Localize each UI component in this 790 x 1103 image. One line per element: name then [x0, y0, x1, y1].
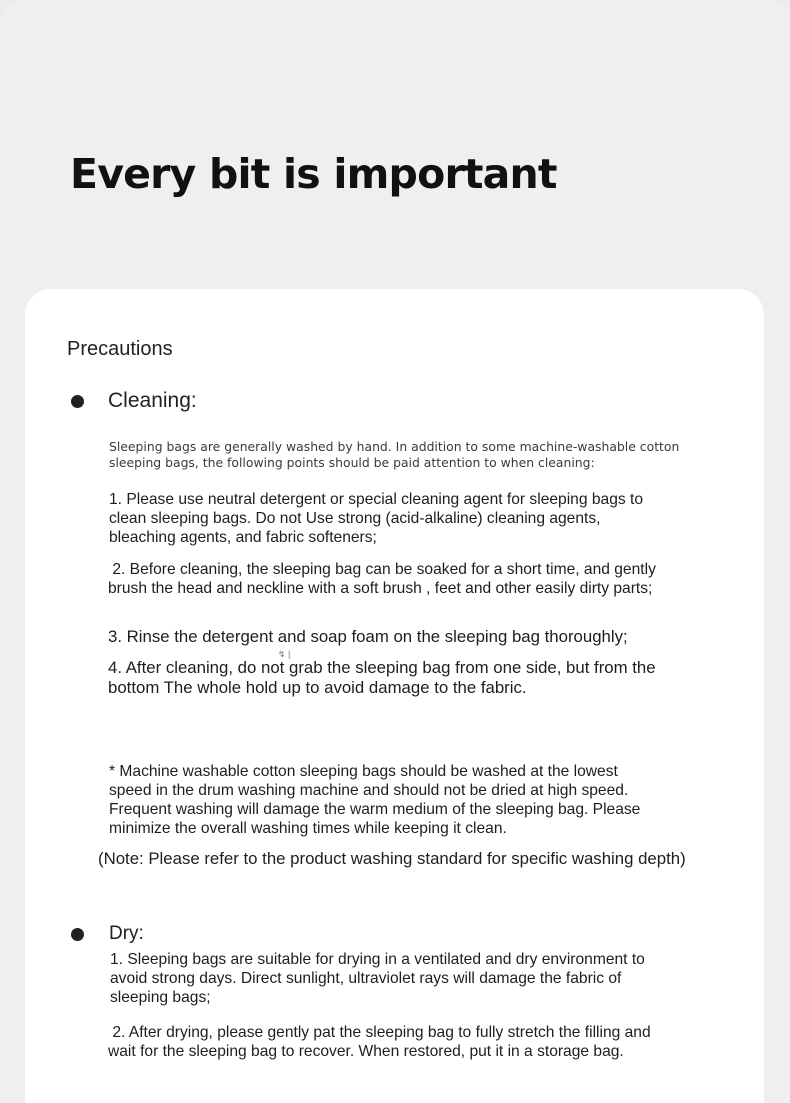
precautions-card: Precautions Cleaning: Sleeping bags are generally washed by hand. In addition to some machine-washable cotton sleeping bags, the following points should be paid attention to when cleaning: 1. Please use neutral detergent or special cleaning agent for sleeping bags to clean sleeping bags. Do not Use strong (acid-alkaline) cleaning agents, bleaching agents, and fabric softeners; 2. Before cleaning, the sleeping bag can be soaked for a short time, and gently brush the head and neckline with a soft brush , feet and other easily dirty parts; 3. Rinse the detergent and soap foam on the sleeping bag thoroughly; ↯ | 4. After cleaning, do not grab the sleeping bag from one side, but from the bottom The whole hold up to avoid damage to the fabric. * Machine washable cotton sleeping bags should be washed at the lowest speed in the drum washing machine and should not be dried at high speed. Frequent washing will damage the warm medium of the sleeping bag. Please minimize the overall washing times while keeping it clean. (Note: Please refer to the product washing standard for specific washing depth) Dry: 1. Sleeping bags are suitable for drying in a ventilated and dry environment to avoid strong days. Direct sunlight, ultraviolet rays will damage the fabric of sleeping bags; 2. After drying, please gently pat the sleeping bag to fully stretch the filling and wait for the sleeping bag to recover. When restored, put it in a storage bag. [25, 289, 764, 1103]
precautions-title: Precautions [67, 338, 173, 360]
page-headline: Every bit is important [70, 150, 557, 198]
scan-mark-icon: ↯ | [278, 649, 291, 659]
washing-standard-note: (Note: Please refer to the product washing standard for specific washing depth) [98, 849, 686, 868]
bullet-dot-icon [71, 395, 84, 408]
cleaning-step-3: 3. Rinse the detergent and soap foam on the sleeping bag thoroughly; [108, 627, 628, 646]
bullet-dot-icon [71, 928, 84, 941]
cleaning-heading: Cleaning: [108, 389, 197, 412]
dry-heading: Dry: [109, 923, 144, 944]
